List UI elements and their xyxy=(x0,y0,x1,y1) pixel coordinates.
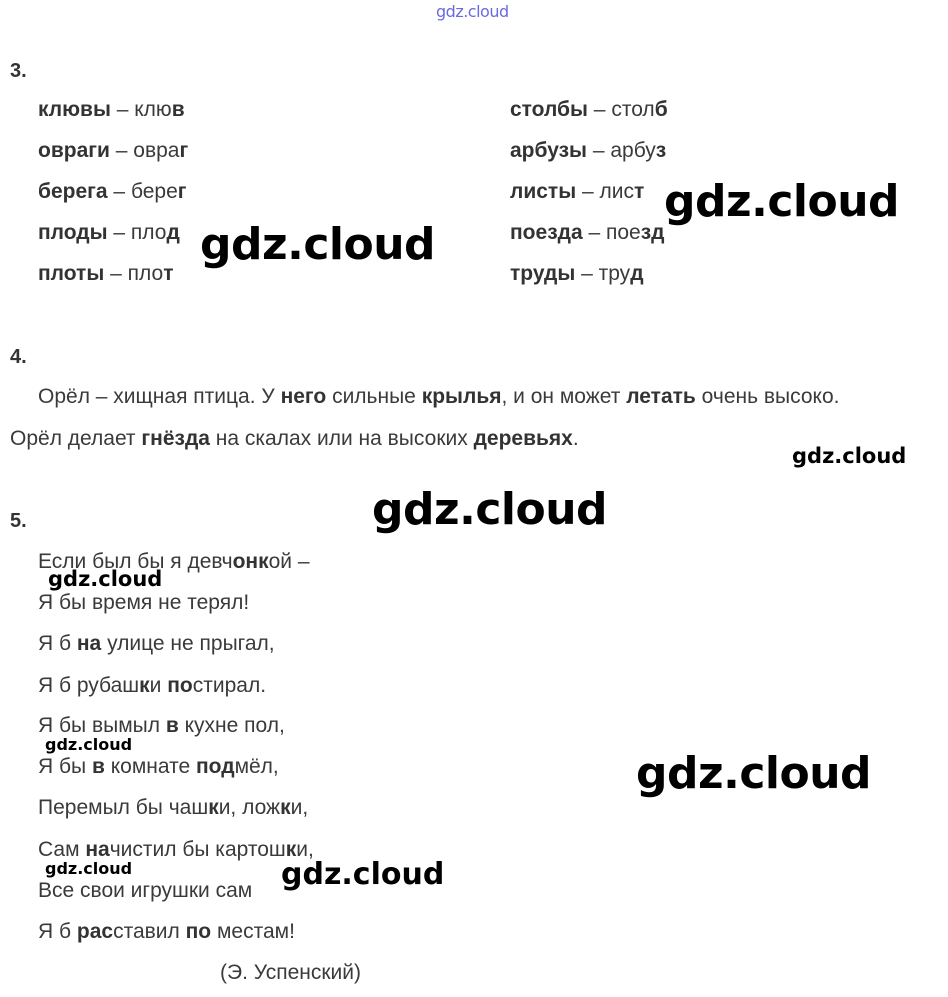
singular-word: овра xyxy=(133,139,180,162)
poem-line: Все свои игрушки сам xyxy=(38,879,253,902)
plural-word: овраги xyxy=(38,139,110,162)
poem-line: Сам начистил бы картошки, xyxy=(38,838,314,861)
watermark: gdz.cloud xyxy=(636,748,872,799)
task3-number: 3. xyxy=(10,60,27,82)
singular-word: лис xyxy=(599,180,634,203)
plural-word: плоты xyxy=(38,262,105,285)
plural-word: арбузы xyxy=(510,139,587,162)
word-pair: овраги – овраг xyxy=(38,139,189,162)
watermark: gdz.cloud xyxy=(200,219,436,270)
poem-line: Я б рубашки постирал. xyxy=(38,674,267,697)
task4-line-2: Орёл делает гнёзда на скалах или на высоких деревьях. xyxy=(10,427,579,450)
watermark: gdz.cloud xyxy=(45,735,133,754)
singular-word: тру xyxy=(598,262,631,285)
watermark: gdz.cloud xyxy=(45,859,133,878)
singular-word: арбу xyxy=(610,139,656,162)
poem-line: Я бы вымыл в кухне пол, xyxy=(38,714,285,737)
word-pair: листы – лист xyxy=(510,180,645,203)
poem-line: Я бы время не терял! xyxy=(38,591,250,614)
singular-word: пое xyxy=(606,221,641,244)
word-pair: берега – берег xyxy=(38,180,187,203)
singular-word: пло xyxy=(130,221,167,244)
plural-word: плоды xyxy=(38,221,108,244)
plural-word: поезда xyxy=(510,221,583,244)
task5-number: 5. xyxy=(10,510,27,532)
watermark: gdz.cloud xyxy=(281,857,445,892)
task4-line-1: Орёл – хищная птица. У него сильные крылья, и он может летать очень высоко. xyxy=(38,385,840,408)
word-pair: арбузы – арбуз xyxy=(510,139,667,162)
plural-word: клюв xyxy=(38,98,93,121)
poem-line: Я б расставил по местам! xyxy=(38,920,295,943)
singular-word: клю xyxy=(134,98,172,121)
word-pair: труды – труд xyxy=(510,262,644,285)
watermark: gdz.cloud xyxy=(792,444,907,468)
plural-word: труды xyxy=(510,262,576,285)
watermark: gdz.cloud xyxy=(372,484,608,535)
task4-number: 4. xyxy=(10,346,27,368)
word-pair: поезда – поезд xyxy=(510,221,665,244)
header-watermark: gdz.cloud xyxy=(436,2,509,21)
plural-word: листы xyxy=(510,180,577,203)
word-pair: плоты – плот xyxy=(38,262,174,285)
singular-word: бере xyxy=(130,180,178,203)
word-pair: столбы – столб xyxy=(510,98,668,121)
word-pair: плоды – плод xyxy=(38,221,180,244)
plural-word: берега xyxy=(38,180,108,203)
poem-line: Если был бы я девчонкой – xyxy=(38,550,310,573)
watermark: gdz.cloud xyxy=(664,176,900,227)
word-pair: клювы – клюв xyxy=(38,98,185,121)
plural-word: столбы xyxy=(510,98,588,121)
singular-word: пло xyxy=(127,262,164,285)
watermark: gdz.cloud xyxy=(48,567,163,591)
poem-line: Я б на улице не прыгал, xyxy=(38,632,275,655)
poem-line: Перемыл бы чашки, ложки, xyxy=(38,796,309,819)
singular-word: стол xyxy=(611,98,655,121)
poem-author: (Э. Успенский) xyxy=(220,961,361,984)
poem-line: Я бы в комнате подмёл, xyxy=(38,755,279,778)
